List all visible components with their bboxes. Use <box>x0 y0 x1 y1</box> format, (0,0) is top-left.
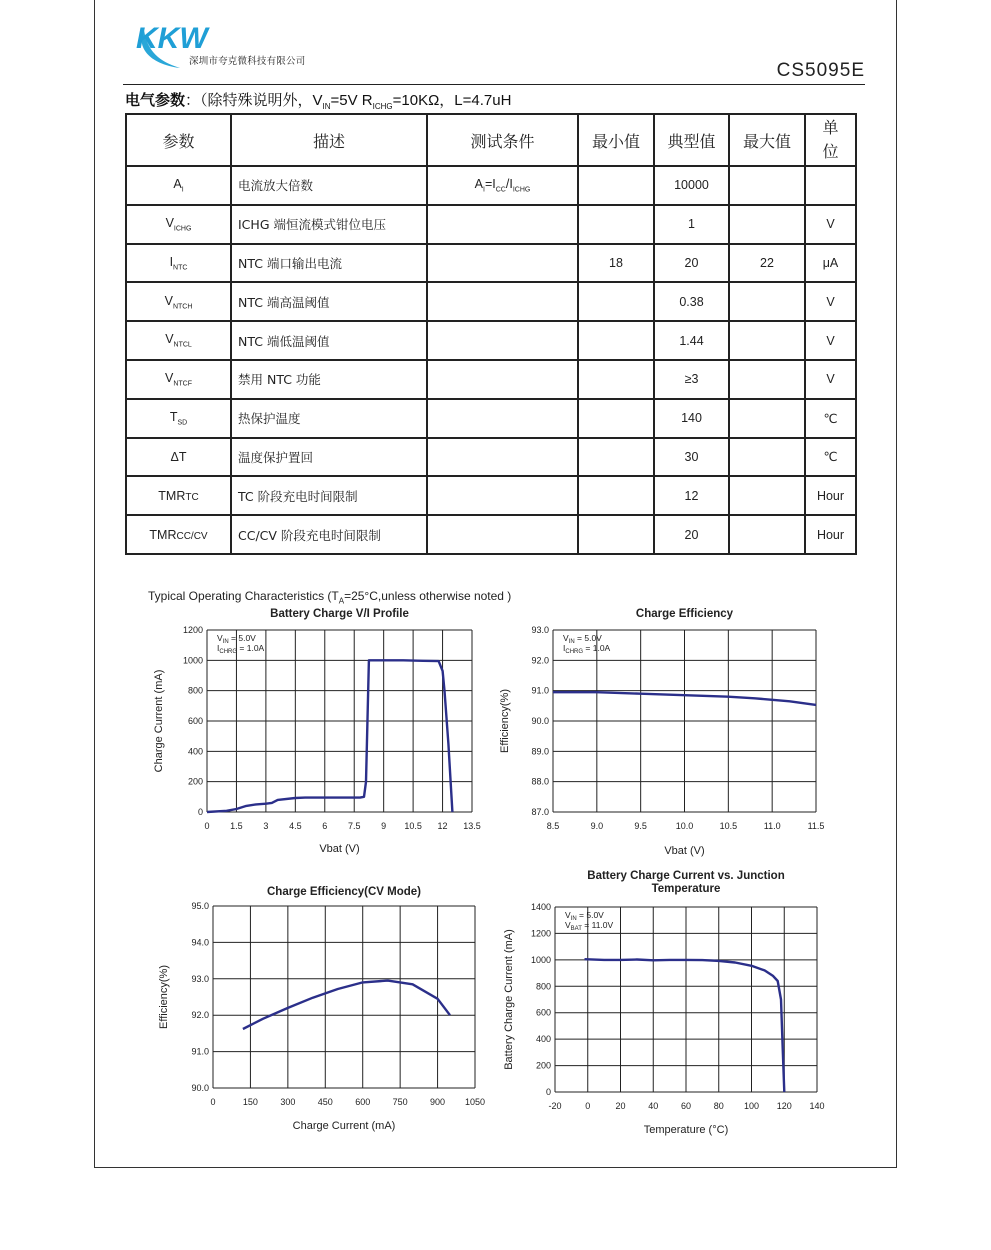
chart-title-line-2: Temperature <box>651 883 721 895</box>
chart-title: Charge Efficiency <box>635 608 734 620</box>
cell-symbol <box>126 205 231 244</box>
chart-title: Charge Efficiency(CV Mode) <box>267 886 421 898</box>
cell-unit: Hour <box>805 476 856 515</box>
chart-annotation: $V_{IN} = 5.0V$ <box>563 633 602 645</box>
x-tick-label: 11.5 <box>807 821 825 831</box>
cell-max <box>729 166 805 205</box>
section-cond-prefix: ：（除特殊说明外，V <box>185 92 323 109</box>
cell-max: 22 <box>729 244 805 283</box>
x-tick-label: 10.0 <box>675 821 694 831</box>
y-tick-label: 93.0 <box>531 625 549 635</box>
cell-symbol <box>126 515 231 554</box>
header-min: 最小值 <box>578 114 654 166</box>
header-parameter: 参数 <box>126 114 231 166</box>
cell-test-condition <box>427 360 578 399</box>
x-tick-label: 8.5 <box>546 821 560 831</box>
table-row <box>126 321 856 360</box>
cell-unit <box>805 166 856 205</box>
x-tick-label: 750 <box>392 1097 408 1107</box>
chart-annotation: $I_{CHRG} = 1.0A$ <box>217 643 265 655</box>
x-tick-label: 0 <box>204 821 210 831</box>
symbol-subscript: NTC <box>173 264 188 272</box>
cell-unit: ℃ <box>805 399 856 438</box>
condition-part: A <box>474 177 484 192</box>
x-tick-label: 0 <box>585 1101 591 1111</box>
y-tick-label: 200 <box>535 1060 551 1071</box>
header-unit: 单位 <box>805 114 856 166</box>
y-tick-label: 93.0 <box>191 973 209 984</box>
y-tick-label: 0 <box>545 1087 551 1097</box>
header-description: 描述 <box>231 114 427 166</box>
condition-part: ICHG <box>512 186 531 194</box>
cell-typ: 0.38 <box>654 282 729 321</box>
x-tick-label: 450 <box>317 1097 333 1107</box>
x-tick-label: 7.5 <box>347 821 361 831</box>
chart-grid <box>553 630 816 812</box>
symbol-subscript: TC <box>185 491 199 503</box>
cell-description: ICHG 端恒流模式钳位电压 <box>231 205 427 244</box>
y-tick-label: 800 <box>187 685 203 696</box>
cell-unit: V <box>805 321 856 360</box>
x-tick-label: 0 <box>210 1097 216 1107</box>
cell-max <box>729 399 805 438</box>
symbol-main: TMR <box>149 527 177 542</box>
cell-test-condition <box>427 282 578 321</box>
cell-min <box>578 360 654 399</box>
table-row <box>126 360 856 399</box>
x-tick-label: 1.5 <box>230 821 243 831</box>
header-max: 最大值 <box>729 114 805 166</box>
y-tick-label: 94.0 <box>191 937 209 948</box>
cell-test-condition <box>427 166 578 205</box>
x-tick-label: 9.0 <box>590 821 604 831</box>
chart-charge-current-vs-temperature <box>495 865 840 1145</box>
y-tick-label: 88.0 <box>531 776 549 787</box>
x-tick-label: 600 <box>355 1097 371 1107</box>
x-tick-label: 20 <box>615 1101 626 1111</box>
section-title <box>125 89 511 111</box>
cell-max <box>729 438 805 477</box>
symbol-main: I <box>169 254 174 269</box>
table-row <box>126 205 856 244</box>
x-tick-label: 10.5 <box>719 821 738 831</box>
y-tick-label: 0 <box>197 807 203 817</box>
section-title-bold: 电气参数 <box>125 92 186 109</box>
cell-symbol <box>126 438 231 477</box>
table-row <box>126 399 856 438</box>
cell-symbol <box>126 244 231 283</box>
cell-min <box>578 282 654 321</box>
condition-part: I <box>483 186 485 194</box>
electrical-parameters-table <box>125 113 857 555</box>
header-typ: 典型值 <box>654 114 729 166</box>
x-axis-label: Vbat (V) <box>319 843 360 855</box>
cell-test-condition <box>427 515 578 554</box>
model-number: CS5095E <box>776 60 865 81</box>
x-tick-label: 6 <box>322 821 328 831</box>
cell-unit: Hour <box>805 515 856 554</box>
y-tick-label: 400 <box>187 746 203 757</box>
y-tick-label: 600 <box>535 1007 551 1018</box>
symbol-main: T <box>169 409 178 424</box>
x-tick-label: 11.0 <box>763 821 781 831</box>
cell-symbol <box>126 321 231 360</box>
cell-symbol <box>126 282 231 321</box>
cell-unit: μA <box>805 244 856 283</box>
cell-symbol <box>126 360 231 399</box>
chart-annotation: $V_{IN} = 5.0V$ <box>217 633 256 645</box>
cell-typ: 140 <box>654 399 729 438</box>
cell-min <box>578 399 654 438</box>
cell-max <box>729 282 805 321</box>
cell-max <box>729 476 805 515</box>
symbol-main: V <box>164 371 174 386</box>
header-test-condition: 测试条件 <box>427 114 578 166</box>
cell-description: NTC 端高温阈值 <box>231 282 427 321</box>
cell-max <box>729 321 805 360</box>
cell-symbol <box>126 399 231 438</box>
x-tick-label: 4.5 <box>289 821 302 831</box>
y-tick-label: 91.0 <box>191 1046 209 1057</box>
cell-test-condition <box>427 476 578 515</box>
symbol-main: ΔT <box>170 449 187 464</box>
x-axis-label: Temperature (°C) <box>643 1124 729 1136</box>
y-tick-label: 89.0 <box>531 746 549 757</box>
cell-typ: 10000 <box>654 166 729 205</box>
x-axis-label: Charge Current (mA) <box>292 1120 396 1132</box>
y-tick-label: 95.0 <box>191 901 209 911</box>
y-tick-label: 92.0 <box>191 1010 209 1021</box>
table-row <box>126 515 856 554</box>
cell-min <box>578 476 654 515</box>
chart-annotation: $V_{BAT} = 11.0V$ <box>565 920 614 932</box>
cell-description: NTC 端口输出电流 <box>231 244 427 283</box>
x-tick-label: 10.5 <box>404 821 422 831</box>
cell-description: 电流放大倍数 <box>231 166 427 205</box>
condition-part: CC <box>495 186 506 194</box>
y-tick-label: 1000 <box>182 655 203 666</box>
cell-test-condition <box>427 438 578 477</box>
cell-description: 温度保护置回 <box>231 438 427 477</box>
y-axis-label: Battery Charge Current (mA) <box>503 929 515 1070</box>
x-tick-label: 140 <box>809 1101 825 1111</box>
x-axis-label: Vbat (V) <box>664 845 705 857</box>
cell-unit: V <box>805 205 856 244</box>
x-tick-label: 3 <box>263 821 269 831</box>
cell-max <box>729 360 805 399</box>
symbol-main: V <box>165 332 174 347</box>
chart-charge-efficiency <box>495 600 840 865</box>
symbol-subscript: NTCH <box>172 303 193 311</box>
y-tick-label: 1200 <box>182 625 203 635</box>
cell-typ: 20 <box>654 244 729 283</box>
cell-min <box>578 515 654 554</box>
logo-wordmark: KKW <box>136 22 208 55</box>
x-tick-label: 40 <box>648 1101 659 1111</box>
symbol-subscript: NTCF <box>173 380 192 388</box>
cell-symbol <box>126 476 231 515</box>
y-tick-label: 91.0 <box>531 685 549 696</box>
x-tick-label: 9.5 <box>634 821 647 831</box>
chart-grid <box>207 630 472 812</box>
x-tick-label: 900 <box>430 1097 446 1107</box>
cell-min <box>578 321 654 360</box>
y-tick-label: 90.0 <box>191 1083 209 1093</box>
x-tick-label: 1050 <box>464 1097 486 1107</box>
symbol-main: A <box>173 177 182 192</box>
y-axis-label: Efficiency(%) <box>158 965 170 1029</box>
cell-min <box>578 205 654 244</box>
cell-symbol <box>126 166 231 205</box>
table-header-row <box>126 114 856 166</box>
cell-typ: 1 <box>654 205 729 244</box>
header-divider <box>123 84 865 85</box>
cell-max <box>729 205 805 244</box>
x-tick-label: 9 <box>381 821 387 831</box>
symbol-subscript: CC/CV <box>176 530 208 542</box>
y-tick-label: 800 <box>535 981 551 992</box>
section-cond-r-sub: ICHG <box>372 102 393 111</box>
x-tick-label: 120 <box>776 1101 792 1111</box>
cell-typ: ≥3 <box>654 360 729 399</box>
cell-test-condition <box>427 244 578 283</box>
x-tick-label: 12 <box>437 821 448 831</box>
symbol-subscript: ICHG <box>173 225 192 233</box>
y-tick-label: 90.0 <box>531 716 549 726</box>
table-row <box>126 282 856 321</box>
y-tick-label: 1400 <box>530 902 551 912</box>
y-tick-label: 600 <box>187 716 203 726</box>
x-tick-label: -20 <box>548 1101 562 1111</box>
cell-unit: ℃ <box>805 438 856 477</box>
y-tick-label: 1000 <box>530 954 551 965</box>
chart-battery-charge-vi-profile <box>145 600 495 865</box>
x-tick-label: 150 <box>242 1097 258 1107</box>
section-cond-rest: =10KΩ，L=4.7uH <box>392 92 512 109</box>
table-row <box>126 166 856 205</box>
cell-unit: V <box>805 282 856 321</box>
y-tick-label: 92.0 <box>531 655 549 666</box>
condition-part: /I <box>505 177 513 192</box>
symbol-subscript: SD <box>177 419 188 427</box>
x-tick-label: 100 <box>743 1101 760 1111</box>
table-row <box>126 438 856 477</box>
y-tick-label: 87.0 <box>531 807 549 817</box>
section-cond-vin-sub: IN <box>322 102 331 111</box>
series-line <box>243 981 450 1029</box>
typical-heading-a: Typical Operating Characteristics (T <box>148 589 339 603</box>
cell-test-condition <box>427 321 578 360</box>
cell-unit: V <box>805 360 856 399</box>
symbol-subscript: I <box>181 186 184 194</box>
y-axis-label: Efficiency(%) <box>499 689 511 753</box>
series-line <box>585 959 785 1092</box>
cell-min <box>578 166 654 205</box>
chart-annotation: $I_{CHRG} = 1.0A$ <box>563 643 611 655</box>
y-axis-label: Charge Current (mA) <box>153 669 165 773</box>
x-tick-label: 80 <box>713 1101 724 1111</box>
section-cond-vin-val: =5V R <box>330 92 373 109</box>
cell-description: 热保护温度 <box>231 399 427 438</box>
table-row <box>126 476 856 515</box>
symbol-main: V <box>164 293 173 308</box>
x-tick-label: 13.5 <box>463 821 481 831</box>
symbol-subscript: NTCL <box>173 341 192 349</box>
cell-description: TC 阶段充电时间限制 <box>231 476 427 515</box>
cell-max <box>729 515 805 554</box>
chart-annotation: $V_{IN} = 5.0V$ <box>565 910 604 922</box>
x-tick-label: 300 <box>280 1097 296 1107</box>
condition-part: =I <box>484 177 496 192</box>
y-tick-label: 1200 <box>530 928 551 939</box>
chart-title: Battery Charge V/I Profile <box>270 608 409 620</box>
cell-min <box>578 438 654 477</box>
chart-grid <box>555 907 817 1092</box>
chart-title-line-1: Battery Charge Current vs. Junction <box>587 870 785 882</box>
typical-heading-sub: A <box>338 596 345 606</box>
typical-heading-b: =25°C,unless otherwise noted ) <box>344 589 512 603</box>
table-row <box>126 244 856 283</box>
cell-description: CC/CV 阶段充电时间限制 <box>231 515 427 554</box>
y-tick-label: 400 <box>535 1034 551 1045</box>
cell-typ: 20 <box>654 515 729 554</box>
cell-test-condition <box>427 205 578 244</box>
x-tick-label: 60 <box>680 1101 692 1111</box>
symbol-main: V <box>165 215 174 230</box>
y-tick-label: 200 <box>187 776 203 787</box>
company-name: 深圳市夸克微科技有限公司 <box>189 56 306 67</box>
chart-charge-efficiency-cv-mode <box>150 875 495 1140</box>
cell-description: 禁用 NTC 功能 <box>231 360 427 399</box>
cell-description: NTC 端低温阈值 <box>231 321 427 360</box>
cell-min: 18 <box>578 244 654 283</box>
cell-typ: 1.44 <box>654 321 729 360</box>
symbol-main: TMR <box>158 488 186 503</box>
cell-typ: 12 <box>654 476 729 515</box>
series-line <box>207 660 452 812</box>
cell-typ: 30 <box>654 438 729 477</box>
cell-test-condition <box>427 399 578 438</box>
